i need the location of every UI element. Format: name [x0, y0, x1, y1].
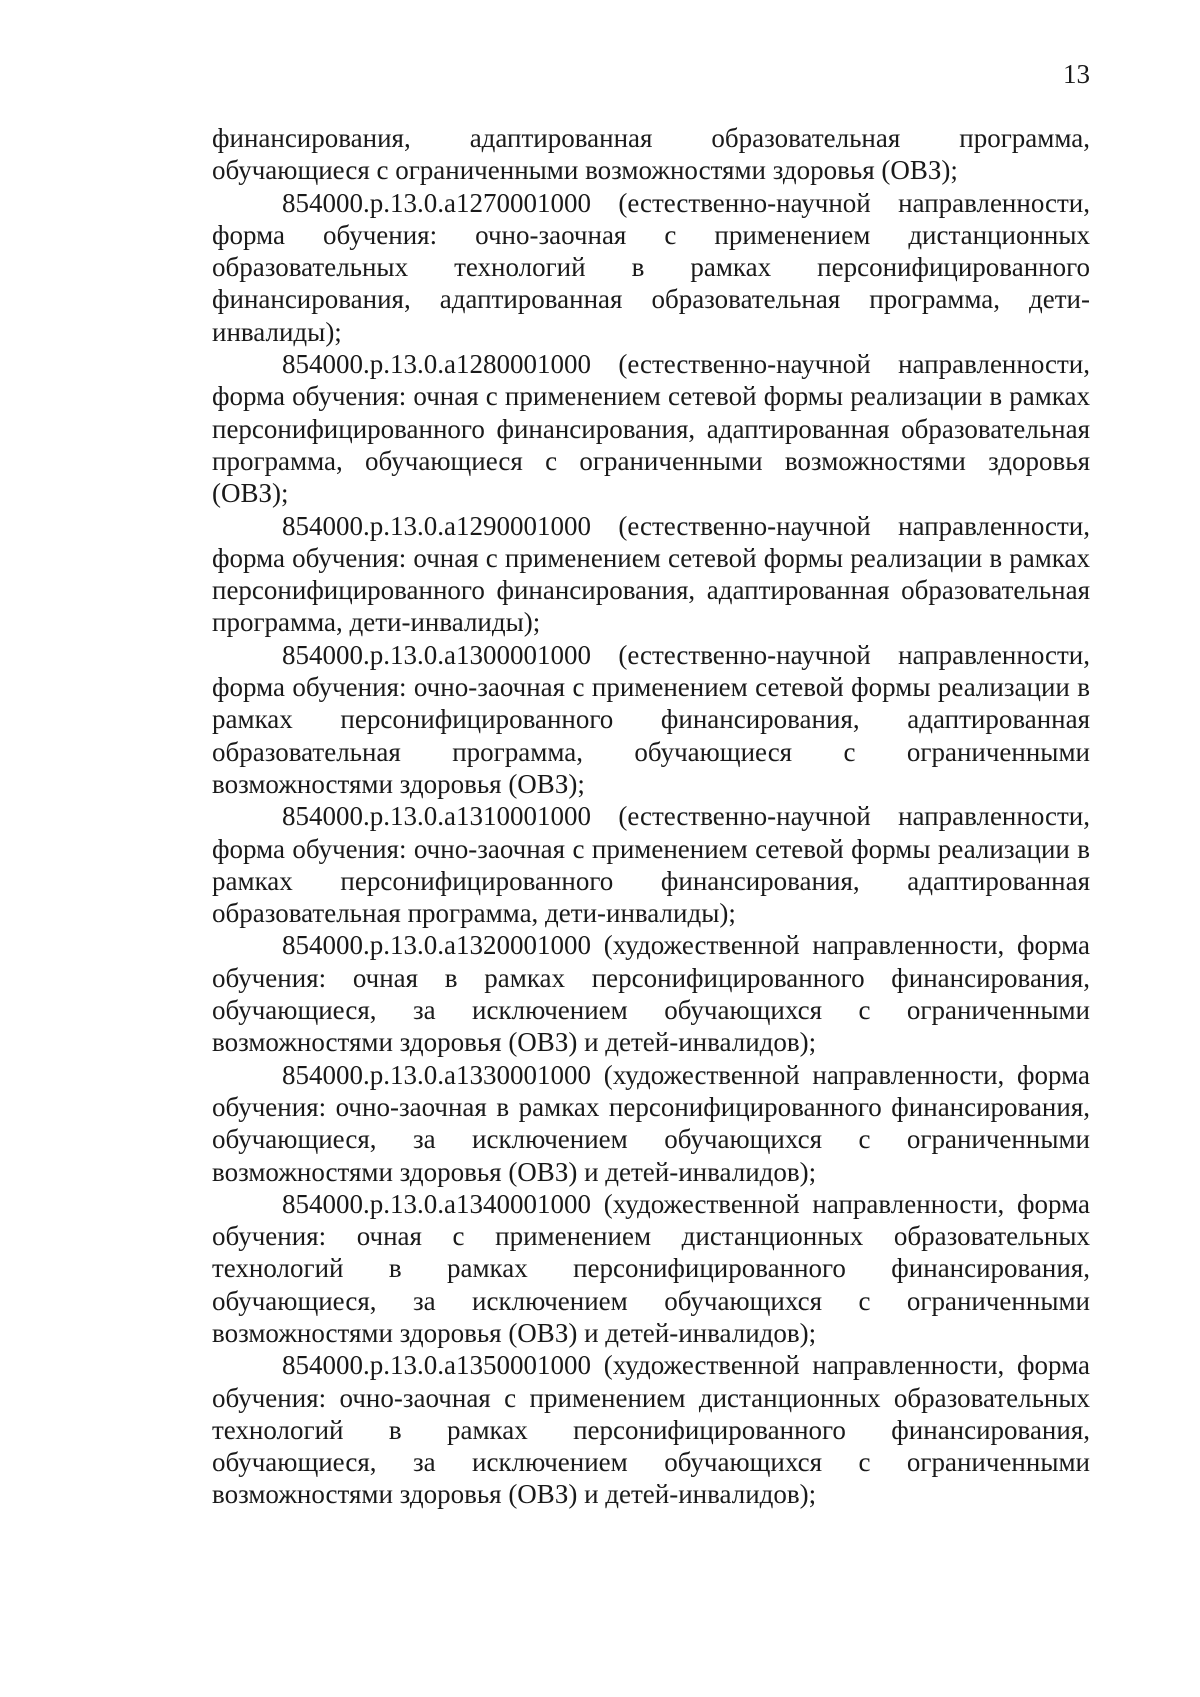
paragraph-a1340001000: 854000.р.13.0.а1340001000 (художественной направленности, форма обучения: очная с применением дистанционных образовательных технологий в рамках персонифицированного финансирования, обучающиеся, за исключением обучающихся с ограниченными возможностями здоровья (ОВЗ) и детей-инвалидов);	[212, 1188, 1090, 1348]
paragraph-a1300001000: 854000.р.13.0.а1300001000 (естественно-научной направленности, форма обучения: очно-заочная с применением сетевой формы реализации в рамках персонифицированного финансирования, адаптированная образовательная программа, обучающиеся с ограниченными возможностями здоровья (ОВЗ);	[212, 639, 1090, 799]
paragraph-a1270001000: 854000.р.13.0.а1270001000 (естественно-научной направленности, форма обучения: очно-заочная с применением дистанционных образовательных технологий в рамках персонифицированного финансирования, адаптированная образовательная программа, дети-инвалиды);	[212, 187, 1090, 347]
paragraph-a1280001000: 854000.р.13.0.а1280001000 (естественно-научной направленности, форма обучения: очная с применением сетевой формы реализации в рамках персонифицированного финансирования, адаптированная образовательная программа, обучающиеся с ограниченными возможностями здоровья (ОВЗ);	[212, 349, 1090, 509]
paragraph-a1310001000: 854000.р.13.0.а1310001000 (естественно-научной направленности, форма обучения: очно-заочная с применением сетевой формы реализации в рамках персонифицированного финансирования, адаптированная образовательная программа, дети-инвалиды);	[212, 801, 1090, 929]
paragraph-a1290001000: 854000.р.13.0.а1290001000 (естественно-научной направленности, форма обучения: очная с применением сетевой формы реализации в рамках персонифицированного финансирования, адаптированная образовательная программа, дети-инвалиды);	[212, 510, 1090, 638]
paragraph-a1350001000: 854000.р.13.0.а1350001000 (художественной направленности, форма обучения: очно-заочная с применением дистанционных образовательных технологий в рамках персонифицированного финансирования, обучающиеся, за исключением обучающихся с ограниченными возможностями здоровья (ОВЗ) и детей-инвалидов);	[212, 1350, 1090, 1510]
paragraph-a1320001000: 854000.р.13.0.а1320001000 (художественной направленности, форма обучения: очная в рамках персонифицированного финансирования, обучающиеся, за исключением обучающихся с ограниченными возможностями здоровья (ОВЗ) и детей-инвалидов);	[212, 930, 1090, 1058]
paragraph-a1330001000: 854000.р.13.0.а1330001000 (художественной направленности, форма обучения: очно-заочная в рамках персонифицированного финансирования, обучающиеся, за исключением обучающихся с ограниченными возможностями здоровья (ОВЗ) и детей-инвалидов);	[212, 1059, 1090, 1187]
paragraph-continued: финансирования, адаптированная образовательная программа, обучающиеся с ограниченными возможностями здоровья (ОВЗ);	[212, 123, 1090, 186]
document-body	[212, 122, 1090, 1511]
page-number: 13	[1063, 59, 1090, 89]
